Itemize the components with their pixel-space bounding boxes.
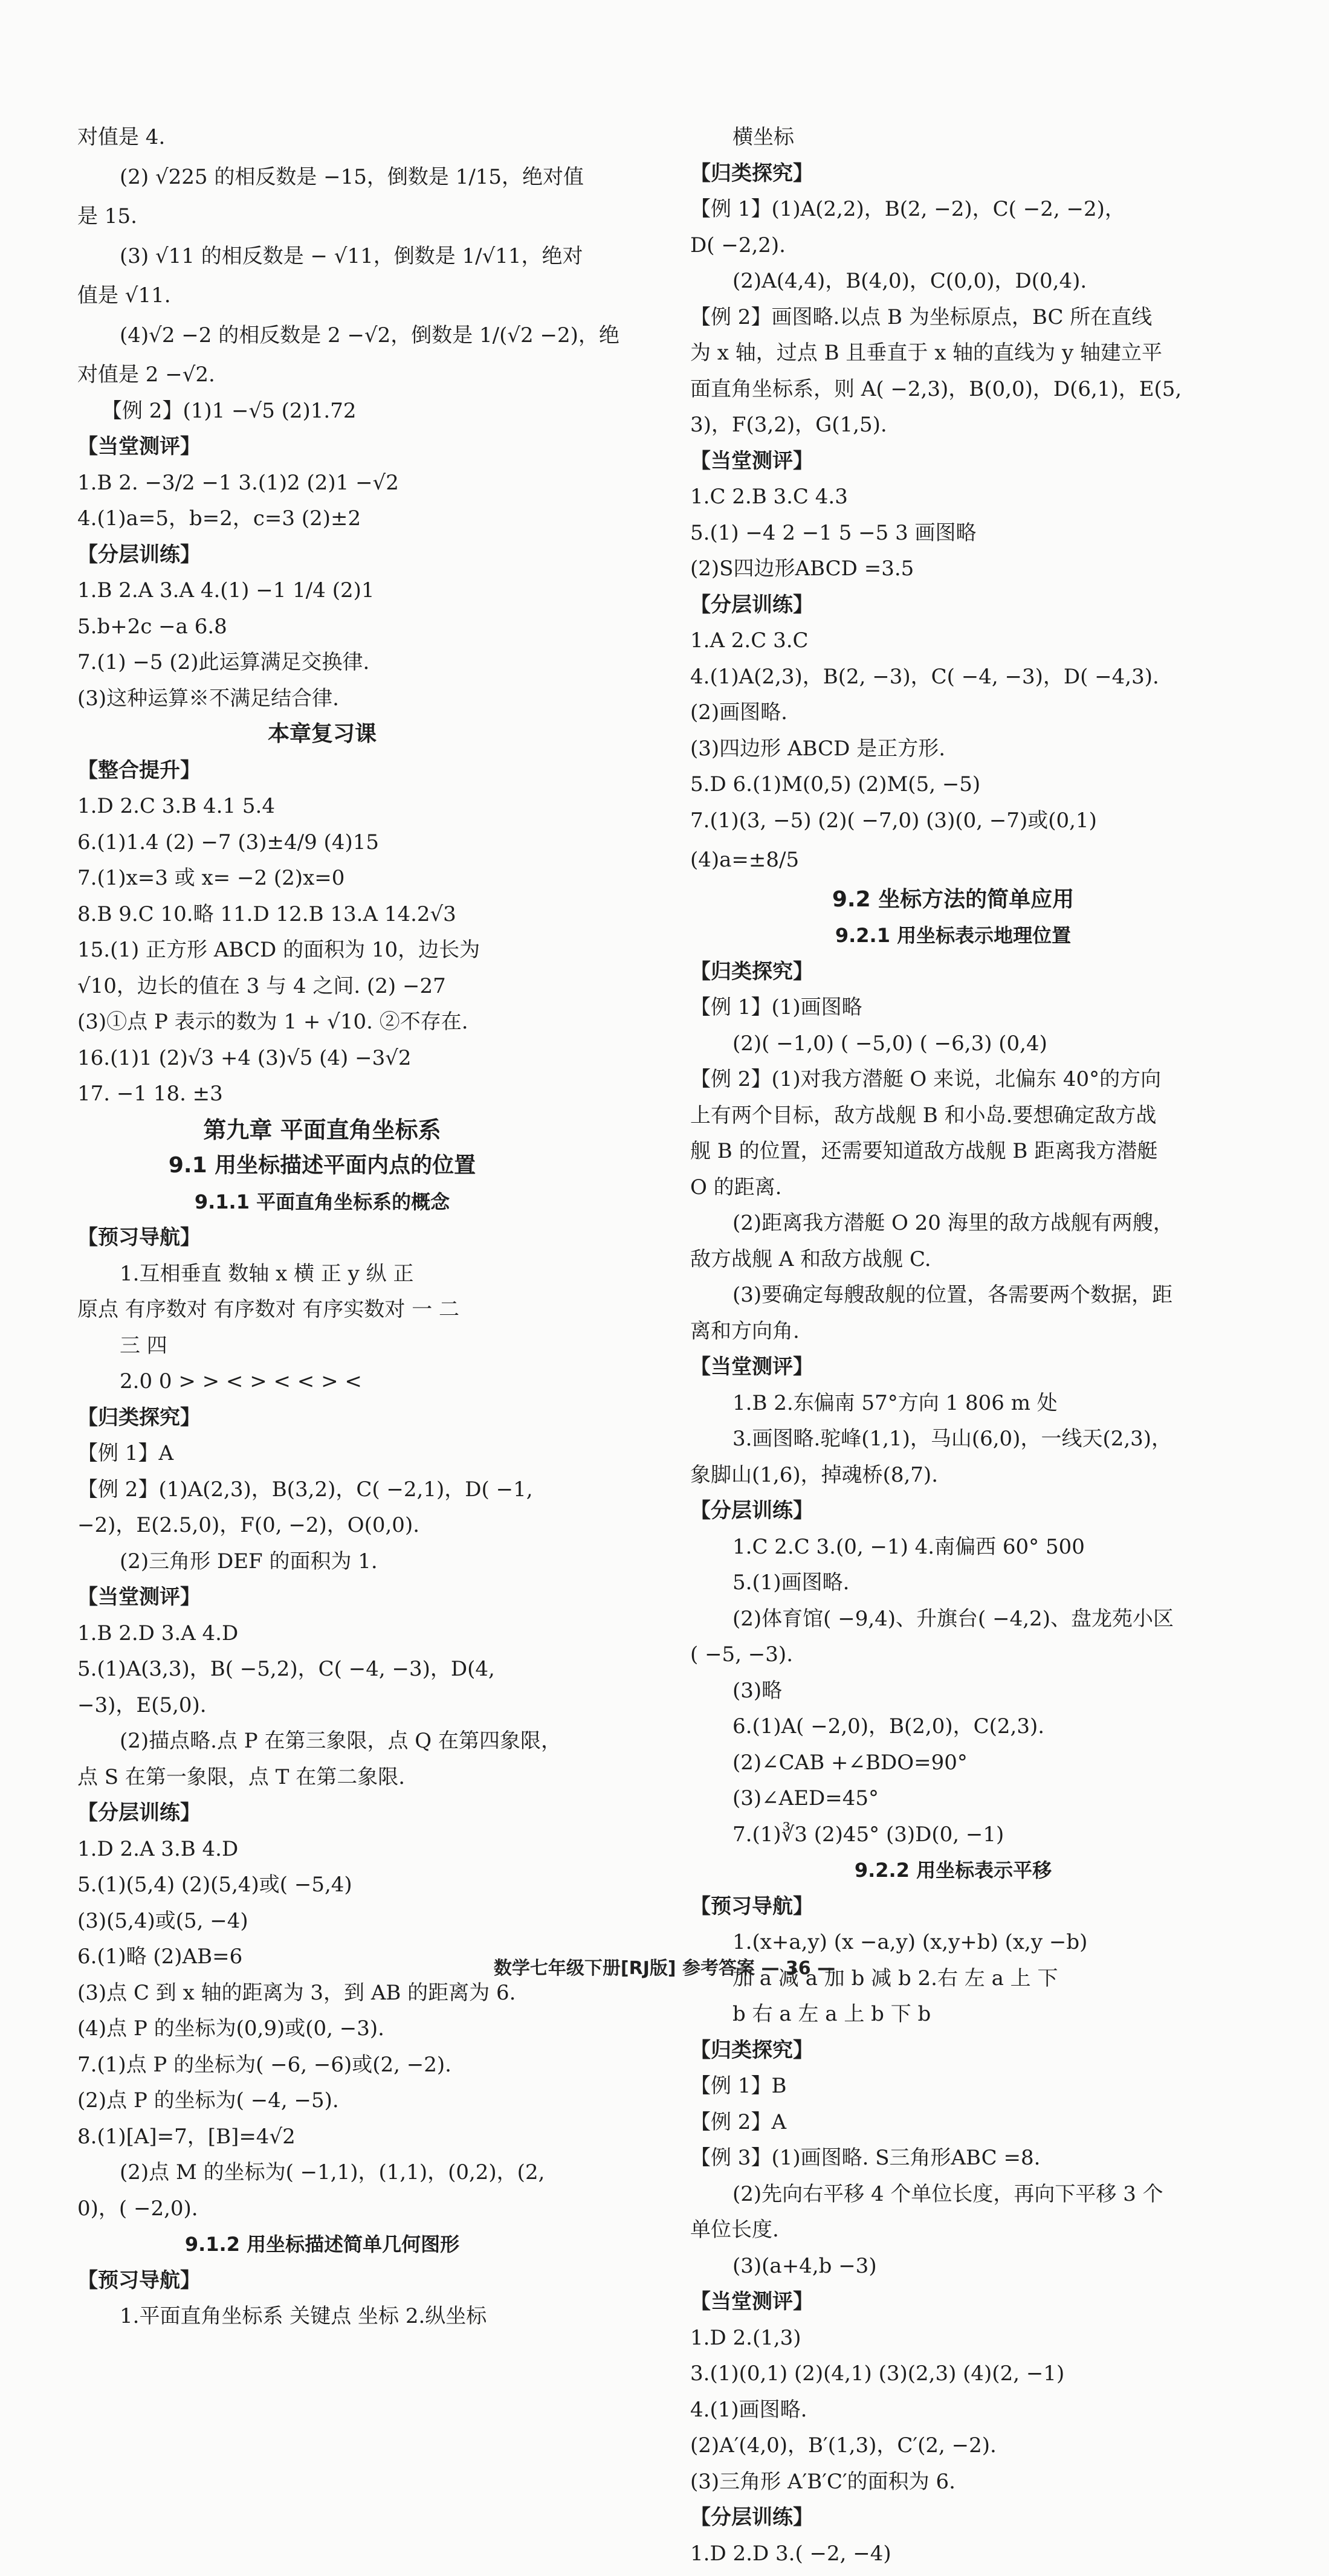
left-line: √10，边长的值在 3 与 4 之间. (2) −27 xyxy=(77,973,446,998)
right-line: b 右 a 左 a 上 b 下 b xyxy=(732,2002,931,2026)
right-line: 1.B 2.东偏南 57°方向 1 806 m 处 xyxy=(732,1390,1058,1415)
left-heading: 9.1.1 平面直角坐标系的概念 xyxy=(194,1190,450,1213)
right-line: 横坐标 xyxy=(732,125,794,149)
left-section-tag: 【当堂测评】 xyxy=(77,1585,201,1609)
right-line: 面直角坐标系，则 A( −2,3)，B(0,0)，D(6,1)，E(5, xyxy=(690,376,1182,401)
left-section-tag: 【分层训练】 xyxy=(77,542,201,567)
left-heading: 9.1.2 用坐标描述简单几何图形 xyxy=(184,2233,460,2256)
left-line: 【例 2】(1)1 −√5 (2)1.72 xyxy=(102,398,357,423)
right-line: (2)A′(4,0)，B′(1,3)，C′(2, −2). xyxy=(690,2433,997,2458)
right-line: (4)a=±8/5 xyxy=(690,848,800,872)
left-line: 7.(1)点 P 的坐标为( −6, −6)或(2, −2). xyxy=(77,2052,451,2077)
left-line: 1.D 2.A 3.B 4.D xyxy=(77,1836,239,1861)
left-line: 6.(1)略 (2)AB=6 xyxy=(77,1945,243,1969)
left-line: 5.(1)A(3,3)，B( −5,2)，C( −4, −3)，D(4, xyxy=(77,1657,495,1681)
left-line: (4)点 P 的坐标为(0,9)或(0, −3). xyxy=(77,2016,384,2041)
right-line: (2)( −1,0) ( −5,0) ( −6,3) (0,4) xyxy=(732,1031,1047,1056)
right-line: (3)三角形 A′B′C′的面积为 6. xyxy=(690,2469,956,2494)
right-line: D( −2,2). xyxy=(690,233,786,257)
left-line: (3)①点 P 表示的数为 1 + √10. ②不存在. xyxy=(77,1010,468,1034)
page-footer: 数学七年级下册[RJ版] 参考答案 — 36 — xyxy=(493,1958,836,1979)
left-line: (4)√2 −2 的相反数是 2 −√2，倒数是 1/(√2 −2)，绝 xyxy=(120,323,619,347)
left-line: 1.B 2.A 3.A 4.(1) −1 1/4 (2)1 xyxy=(77,578,375,602)
right-line: 【例 1】B xyxy=(690,2074,787,2098)
right-section-tag: 【当堂测评】 xyxy=(690,448,813,473)
right-line: (2)A(4,4)，B(4,0)，C(0,0)，D(0,4). xyxy=(732,269,1087,293)
right-line: (3)略 xyxy=(732,1678,783,1703)
right-line: 1.C 2.C 3.(0, −1) 4.南偏西 60° 500 xyxy=(732,1534,1085,1559)
left-line: 16.(1)1 (2)√3 +4 (3)√5 (4) −3√2 xyxy=(77,1045,412,1070)
right-line: (2)∠CAB +∠BDO=90° xyxy=(732,1750,968,1775)
right-line: 6.(1)A( −2,0)，B(2,0)，C(2,3). xyxy=(732,1714,1045,1738)
right-line: 离和方向角. xyxy=(690,1319,800,1343)
left-line: 三 四 xyxy=(120,1333,167,1358)
right-line: 为 x 轴，过点 B 且垂直于 x 轴的直线为 y 轴建立平 xyxy=(690,341,1163,365)
right-line: 5.(1)画图略. xyxy=(732,1570,850,1595)
left-line: 是 15. xyxy=(77,204,137,228)
left-line: 6.(1)1.4 (2) −7 (3)±4/9 (4)15 xyxy=(77,830,379,854)
left-line: (2)点 P 的坐标为( −4, −5). xyxy=(77,2088,339,2113)
left-line: 15.(1) 正方形 ABCD 的面积为 10，边长为 xyxy=(77,938,480,962)
right-section-tag: 【归类探究】 xyxy=(690,161,813,186)
right-line: 象脚山(1,6)，掉魂桥(8,7). xyxy=(690,1462,939,1487)
right-section-tag: 【分层训练】 xyxy=(690,2505,813,2529)
right-column xyxy=(690,124,1216,2576)
left-line: 5.b+2c −a 6.8 xyxy=(77,614,227,639)
left-line: (2) √225 的相反数是 −15，倒数是 1/15，绝对值 xyxy=(120,164,584,189)
right-line: 上有两个目标，敌方战舰 B 和小岛.要想确定敌方战 xyxy=(690,1103,1157,1128)
left-line: (2)点 M 的坐标为( −1,1)，(1,1)，(0,2)，(2, xyxy=(120,2160,545,2184)
right-line: 7.(1)∛3 (2)45° (3)D(0, −1) xyxy=(732,1822,1004,1847)
right-line: 1.C 2.B 3.C 4.3 xyxy=(690,485,848,509)
left-section-tag: 【归类探究】 xyxy=(77,1405,201,1430)
right-line: 【例 2】A xyxy=(690,2110,786,2134)
left-line: −2)，E(2.5,0)，F(0, −2)，O(0,0). xyxy=(77,1513,420,1537)
left-line: (2)三角形 DEF 的面积为 1. xyxy=(120,1549,378,1574)
left-heading: 9.1 用坐标描述平面内点的位置 xyxy=(168,1153,476,1178)
right-line: 1.(x+a,y) (x −a,y) (x,y+b) (x,y −b) xyxy=(732,1930,1088,1954)
right-line: (3)要确定每艘敌舰的位置，各需要两个数据，距 xyxy=(732,1283,1173,1307)
right-line: 1.D 2.D 3.( −2, −4) xyxy=(690,2541,891,2566)
left-line: 4.(1)a=5，b=2，c=3 (2)±2 xyxy=(77,506,361,531)
right-line: 单位长度. xyxy=(690,2218,779,2242)
right-line: 舰 B 的位置，还需要知道敌方战舰 B 距离我方潜艇 xyxy=(690,1139,1158,1163)
left-line: 对值是 2 −√2. xyxy=(77,363,215,387)
right-line: 加 a 减 a 加 b 减 b 2.右 左 a 上 下 xyxy=(732,1966,1058,1990)
left-line: 1.B 2. −3/2 −1 3.(1)2 (2)1 −√2 xyxy=(77,470,399,495)
right-section-tag: 【预习导航】 xyxy=(690,1894,813,1919)
left-line: 【例 1】A xyxy=(77,1441,173,1465)
right-section-tag: 【归类探究】 xyxy=(690,959,813,984)
left-heading: 本章复习课 xyxy=(267,721,377,746)
right-line: 4.(1)A(2,3)，B(2, −3)，C( −4, −3)，D( −4,3). xyxy=(690,664,1159,689)
right-line: 4.(1)画图略. xyxy=(690,2397,807,2422)
right-heading: 9.2.2 用坐标表示平移 xyxy=(854,1859,1052,1882)
left-line: 1.平面直角坐标系 关键点 坐标 2.纵坐标 xyxy=(120,2304,487,2328)
right-section-tag: 【分层训练】 xyxy=(690,1499,813,1523)
right-line: (2)画图略. xyxy=(690,700,787,725)
left-section-tag: 【整合提升】 xyxy=(77,758,201,783)
right-line: 7.(1)(3, −5) (2)( −7,0) (3)(0, −7)或(0,1) xyxy=(690,808,1097,833)
right-line: (2)S四边形ABCD =3.5 xyxy=(690,557,914,581)
right-line: (2)距离我方潜艇 O 20 海里的敌方战舰有两艘， xyxy=(732,1211,1174,1235)
left-line: (3)点 C 到 x 轴的距离为 3，到 AB 的距离为 6. xyxy=(77,1980,516,2005)
left-line: 7.(1) −5 (2)此运算满足交换律. xyxy=(77,650,370,674)
left-line: 17. −1 18. ±3 xyxy=(77,1082,223,1106)
right-line: 1.A 2.C 3.C xyxy=(690,628,809,653)
left-line: 原点 有序数对 有序数对 有序实数对 一 二 xyxy=(77,1297,460,1322)
right-line: 【例 3】(1)画图略. S三角形ABC =8. xyxy=(690,2146,1041,2170)
left-line: 8.(1)[A]=7，[B]=4√2 xyxy=(77,2124,296,2149)
right-section-tag: 【当堂测评】 xyxy=(690,1355,813,1379)
left-line: (2)描点略.点 P 在第三象限，点 Q 在第四象限， xyxy=(120,1729,561,1753)
right-heading: 9.2 坐标方法的简单应用 xyxy=(832,886,1075,912)
left-line: 点 S 在第一象限，点 T 在第二象限. xyxy=(77,1764,406,1789)
right-line: 【例 1】(1)A(2,2)，B(2, −2)，C( −2, −2)， xyxy=(690,197,1125,221)
left-line: 7.(1)x=3 或 x= −2 (2)x=0 xyxy=(77,866,345,890)
right-section-tag: 【当堂测评】 xyxy=(690,2290,813,2314)
right-line: 【例 2】画图略.以点 B 为坐标原点，BC 所在直线 xyxy=(690,305,1153,329)
right-line: 1.D 2.(1,3) xyxy=(690,2325,801,2350)
right-line: 3)，F(3,2)，G(1,5). xyxy=(690,413,887,437)
right-line: 3.(1)(0,1) (2)(4,1) (3)(2,3) (4)(2, −1) xyxy=(690,2361,1065,2386)
left-section-tag: 【分层训练】 xyxy=(77,1801,201,1825)
left-heading: 第九章 平面直角坐标系 xyxy=(203,1116,441,1143)
left-line: (3)(5,4)或(5, −4) xyxy=(77,1908,248,1933)
left-line: −3)，E(5,0). xyxy=(77,1693,207,1717)
left-line: 1.D 2.C 3.B 4.1 5.4 xyxy=(77,794,275,818)
left-section-tag: 【当堂测评】 xyxy=(77,434,201,459)
right-section-tag: 【分层训练】 xyxy=(690,592,813,617)
left-line: 1.互相垂直 数轴 x 横 正 y 纵 正 xyxy=(120,1261,414,1286)
right-line: (3)四边形 ABCD 是正方形. xyxy=(690,736,946,761)
right-line: 5.D 6.(1)M(0,5) (2)M(5, −5) xyxy=(690,772,981,796)
left-section-tag: 【预习导航】 xyxy=(77,1225,201,1250)
right-line: 【例 2】(1)对我方潜艇 O 来说，北偏东 40°的方向 xyxy=(690,1067,1162,1091)
left-line: 0)，( −2,0). xyxy=(77,2196,198,2221)
right-line: ( −5, −3). xyxy=(690,1642,793,1667)
left-line: 2.0 0 > > < > < < > < xyxy=(120,1369,362,1393)
left-line: 1.B 2.D 3.A 4.D xyxy=(77,1621,239,1645)
right-line: 敌方战舰 A 和敌方战舰 C. xyxy=(690,1247,931,1271)
right-line: (2)体育馆( −9,4)、升旗台( −4,2)、盘龙苑小区 xyxy=(732,1606,1174,1631)
right-line: 3.画图略.驼峰(1,1)，马山(6,0)，一线天(2,3)， xyxy=(732,1427,1172,1451)
left-line: 对值是 4. xyxy=(77,125,166,149)
right-section-tag: 【归类探究】 xyxy=(690,2038,813,2062)
left-line: 8.B 9.C 10.略 11.D 12.B 13.A 14.2√3 xyxy=(77,902,456,926)
left-line: (3)这种运算※不满足结合律. xyxy=(77,686,339,711)
right-heading: 9.2.1 用坐标表示地理位置 xyxy=(835,924,1072,947)
left-line: 5.(1)(5,4) (2)(5,4)或( −5,4) xyxy=(77,1873,352,1897)
left-column xyxy=(77,124,619,2339)
left-line: 值是 √11. xyxy=(77,283,171,308)
right-line: (3)∠AED=45° xyxy=(732,1786,879,1810)
left-section-tag: 【预习导航】 xyxy=(77,2268,201,2293)
left-line: 【例 2】(1)A(2,3)，B(3,2)，C( −2,1)，D( −1, xyxy=(77,1477,533,1502)
left-line: (3) √11 的相反数是 − √11，倒数是 1/√11，绝对 xyxy=(120,244,583,268)
right-line: (3)(a+4,b −3) xyxy=(732,2253,877,2278)
right-line: 5.(1) −4 2 −1 5 −5 3 画图略 xyxy=(690,520,977,545)
right-line: 【例 1】(1)画图略 xyxy=(690,995,862,1019)
right-line: (2)先向右平移 4 个单位长度，再向下平移 3 个 xyxy=(732,2181,1163,2206)
right-line: O 的距离. xyxy=(690,1175,782,1199)
